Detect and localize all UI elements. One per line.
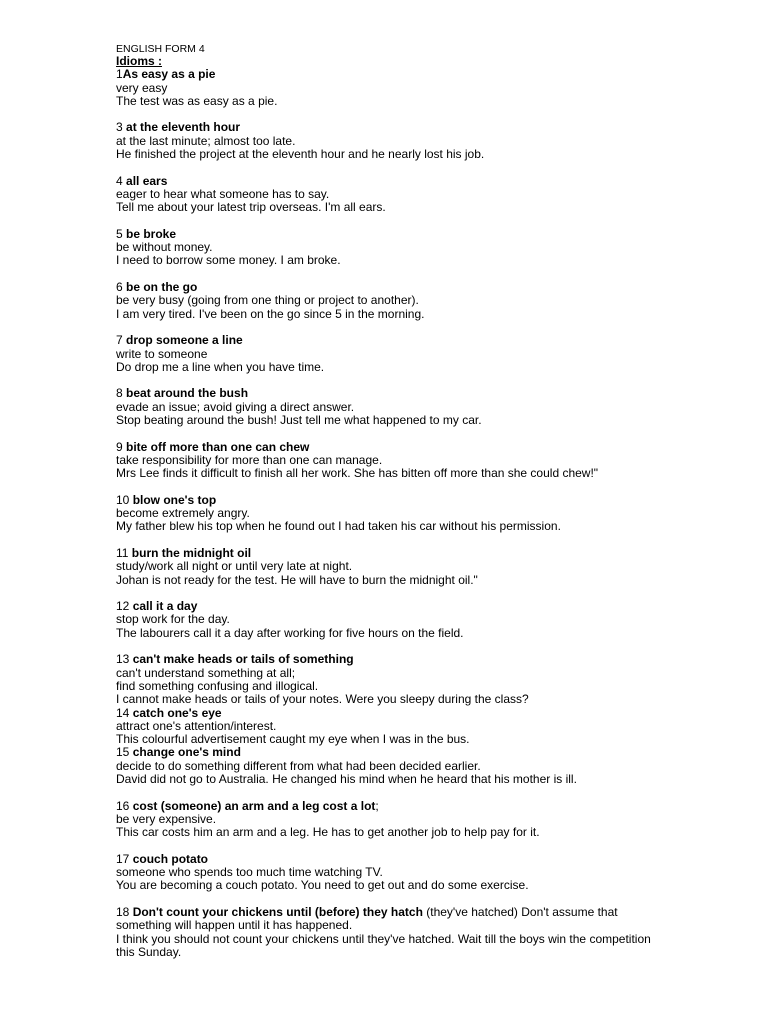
idiom-example: My father blew his top when he found out I had taken his car without his permission. [116,519,561,534]
idiom-meaning: write to someone [116,346,208,361]
idiom-term: all ears [126,173,168,188]
idiom-entry [116,281,656,321]
idiom-number: 17 [116,851,133,866]
idiom-term: be on the go [126,280,198,295]
idiom-entry [116,707,656,747]
idiom-example: I think you should not count your chickens until they've hatched. Wait till the boys win the competition this Sunday. [116,931,651,959]
idiom-example: I need to borrow some money. I am broke. [116,253,341,268]
idiom-term: couch potato [132,851,209,866]
idiom-meaning: evade an issue; avoid giving a direct answer. [116,399,355,414]
idiom-entry [116,547,656,587]
idiom-meaning: attract one's attention/interest. [116,718,277,733]
idiom-meaning: someone who spends too much time watching TV. [116,865,383,880]
idiom-example: I cannot make heads or tails of your notes. Were you sleepy during the class? [116,692,529,707]
idiom-term: Don't count your chickens until (before) they hatch [132,905,423,919]
idiom-meaning: eager to hear what someone has to say. [116,186,330,201]
idiom-meaning: at the last minute; almost too late. [116,133,296,148]
idiom-term-suffix: (they've hatched) Don't assume that something will happen until it has happened. [116,905,618,933]
idiom-meaning: become extremely angry. [116,506,250,521]
idiom-number: 18 [116,905,133,919]
idiom-meaning: decide to do something different from what had been decided earlier. [116,758,481,773]
idiom-term: change one's mind [132,745,241,760]
idiom-example: I am very tired. I've been on the go since 5 in the morning. [116,306,425,321]
idiom-number: 13 [116,652,133,667]
idiom-term: at the eleventh hour [126,120,241,135]
idiom-number: 10 [116,492,133,507]
idiom-meaning: be very expensive. [116,811,217,826]
idiom-example: Johan is not ready for the test. He will have to burn the midnight oil." [116,572,478,587]
section-heading: Idioms : [116,54,163,68]
idiom-example: Mrs Lee finds it difficult to finish all her work. She has bitten off more than she could chew!" [116,466,599,481]
idiom-term: can't make heads or tails of something [132,652,354,667]
idiom-term: bite off more than one can chew [126,439,310,454]
idiom-number: 1 [116,67,123,82]
idiom-entry [116,441,656,481]
idiom-entry [116,228,656,268]
idiom-entry [116,800,656,840]
idiom-entry [116,906,656,959]
idiom-number: 9 [116,439,127,454]
idiom-entry [116,853,656,893]
idiom-term: blow one's top [132,492,217,507]
idiom-entry [116,387,656,427]
idiom-meaning: take responsibility for more than one can manage. [116,452,383,467]
idiom-example: Tell me about your latest trip overseas. I'm all ears. [116,200,386,215]
idiom-number: 8 [116,386,127,401]
idiom-entry [116,175,656,215]
idiom-example: He finished the project at the eleventh hour and he nearly lost his job. [116,147,485,162]
idiom-example: Stop beating around the bush! Just tell me what happened to my car. [116,413,482,428]
idiom-number: 11 [116,545,132,560]
idiom-example: The labourers call it a day after working for five hours on the field. [116,625,464,640]
idiom-term-suffix: ; [375,798,379,813]
idiom-meaning: very easy [116,80,168,95]
idiom-term: beat around the bush [126,386,249,401]
idiom-number: 16 [116,798,133,813]
idiom-term: catch one's eye [132,705,222,720]
idiom-meaning: can't understand something at all; [116,665,296,680]
idiom-entry [116,334,656,374]
idiom-number: 14 [116,705,133,720]
idiom-number: 3 [116,120,127,135]
idiom-meaning: study/work all night or until very late at night. [116,559,353,574]
idiom-example: The test was as easy as a pie. [116,93,278,108]
idiom-entry [116,68,656,108]
idiom-term: call it a day [132,599,198,614]
idiom-entry [116,121,656,161]
idiom-meaning: stop work for the day. [116,612,230,627]
idiom-example: You are becoming a couch potato. You need to get out and do some exercise. [116,878,529,893]
idiom-number: 12 [116,599,133,614]
document-header: ENGLISH FORM 4 [116,43,205,55]
idiom-number: 7 [116,333,127,348]
idiom-number: 15 [116,745,133,760]
idiom-meaning: be very busy (going from one thing or project to another). [116,293,419,308]
idiom-term: As easy as a pie [122,67,216,82]
idiom-example: Do drop me a line when you have time. [116,359,325,374]
idiom-term: be broke [126,226,177,241]
idiom-number: 6 [116,280,127,295]
idiom-example: This colourful advertisement caught my eye when I was in the bus. [116,732,470,747]
document-body [116,43,656,959]
idiom-entry [116,653,656,706]
idiom-term: cost (someone) an arm and a leg cost a lot [132,798,376,813]
idiom-entry [116,494,656,534]
idiom-term: drop someone a line [126,333,243,348]
idiom-entry [116,600,656,640]
idiom-entry [116,746,656,786]
idiom-example: This car costs him an arm and a leg. He has to get another job to help pay for it. [116,825,540,840]
idiom-number: 5 [116,226,127,241]
idiom-meaning-alt: find something confusing and illogical. [116,678,319,693]
idiom-example: David did not go to Australia. He changed his mind when he heard that his mother is ill. [116,772,577,787]
idiom-term: burn the midnight oil [131,545,252,560]
idiom-meaning: be without money. [116,240,213,255]
idiom-number: 4 [116,173,127,188]
